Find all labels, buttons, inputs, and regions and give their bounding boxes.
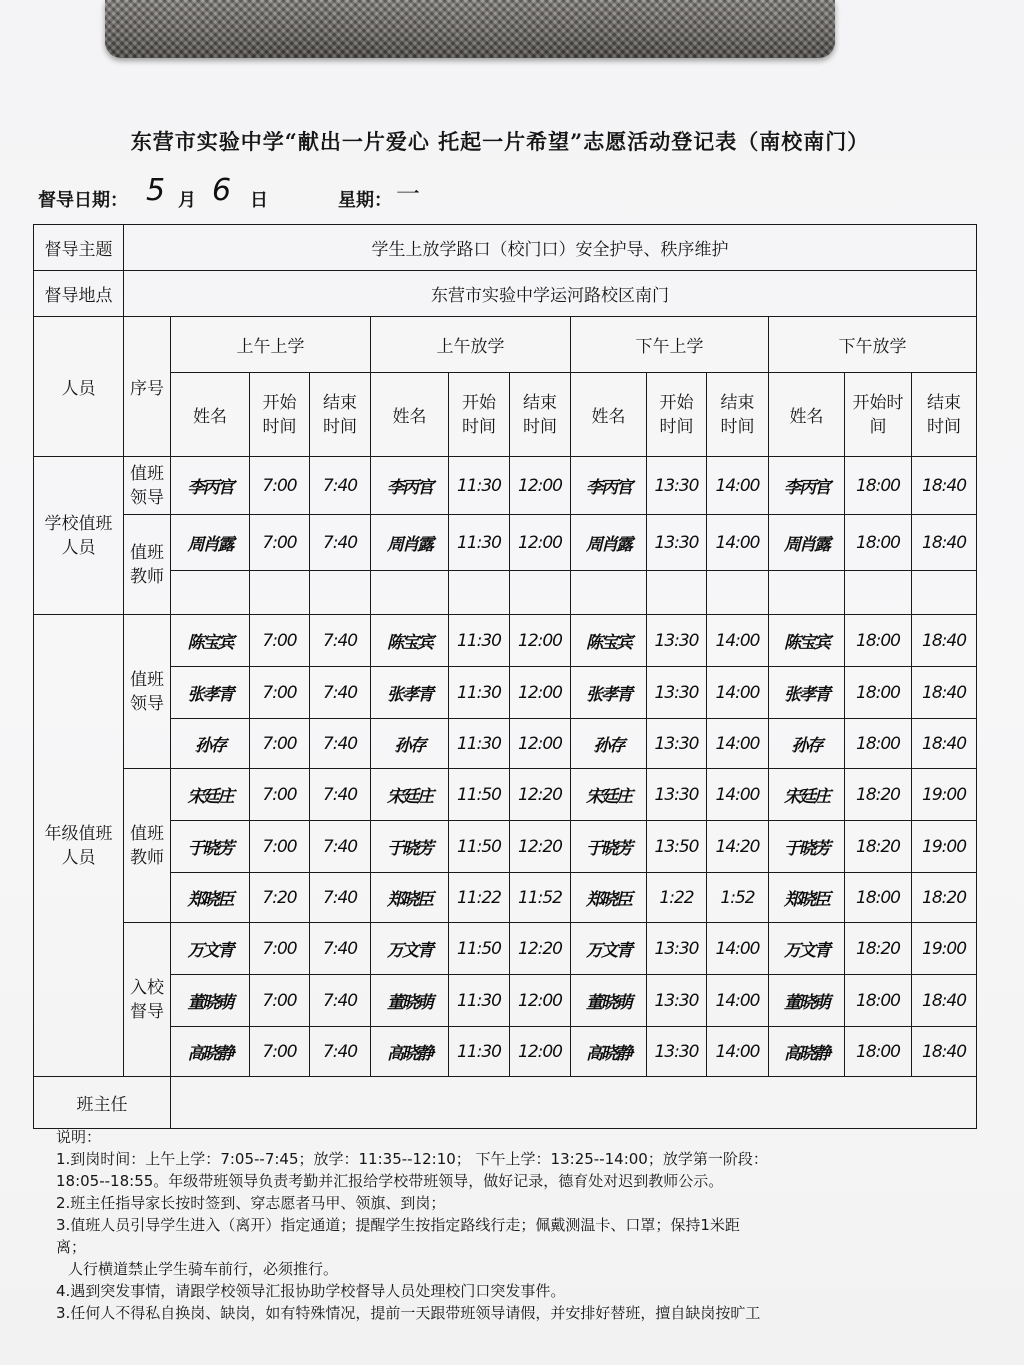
- volunteer-name-cell: 李丙官: [171, 457, 250, 515]
- start-time-cell: 18:20: [845, 821, 912, 873]
- weekday-value: 一: [396, 180, 420, 208]
- volunteer-name-cell: 郑晓臣: [769, 873, 845, 923]
- date-month: 5: [146, 173, 166, 208]
- volunteer-name-cell: 宋廷庄: [769, 769, 845, 821]
- end-time-cell: 1:52: [707, 873, 769, 923]
- start-time-cell: 13:30: [647, 923, 707, 975]
- end-time-cell: 19:00: [912, 769, 977, 821]
- date-day: 6: [212, 173, 232, 208]
- start-time-cell: 18:20: [845, 769, 912, 821]
- end-time-cell: 14:00: [707, 975, 769, 1027]
- volunteer-name-cell: 郑晓臣: [571, 873, 647, 923]
- end-time-cell: 12:20: [510, 821, 571, 873]
- start-time-cell: 11:30: [449, 515, 510, 571]
- end-time-cell: 12:00: [510, 515, 571, 571]
- location-row: [34, 271, 977, 317]
- end-time-cell: 18:40: [912, 1027, 977, 1077]
- session-morning-arrival: 上午上学: [171, 317, 371, 373]
- volunteer-name-cell: 孙存: [371, 719, 449, 769]
- volunteer-name-cell: 孙存: [769, 719, 845, 769]
- end-time-cell: 14:00: [707, 515, 769, 571]
- start-time-cell: 7:00: [250, 457, 310, 515]
- volunteer-name-cell: 孙存: [171, 719, 250, 769]
- end-time-header: 结束 时间: [707, 373, 769, 457]
- end-time-cell: 7:40: [310, 515, 371, 571]
- day-unit: 日: [250, 190, 268, 211]
- end-time-cell: 7:40: [310, 457, 371, 515]
- end-time-cell: 7:40: [310, 975, 371, 1027]
- start-time-cell: 7:00: [250, 615, 310, 667]
- end-time-cell: 14:00: [707, 769, 769, 821]
- volunteer-name-cell: 万文青: [171, 923, 250, 975]
- end-time-cell: 12:00: [510, 719, 571, 769]
- start-time-header: 开始 时间: [250, 373, 310, 457]
- start-time-cell: 7:00: [250, 821, 310, 873]
- start-time-cell: 18:00: [845, 515, 912, 571]
- volunteer-name-cell: 董晓萌: [769, 975, 845, 1027]
- clipboard-clip: [105, 0, 835, 58]
- start-time-cell: 13:30: [647, 457, 707, 515]
- form-title: 东营市实验中学“献出一片爱心 托起一片希望”志愿活动登记表（南校南门）: [130, 129, 870, 154]
- start-time-cell: 7:00: [250, 719, 310, 769]
- column-header-row: [34, 373, 977, 457]
- end-time-cell: 14:00: [707, 719, 769, 769]
- duty-teacher-label: 值班 教师: [124, 515, 171, 615]
- duty-leader-label: 值班 领导: [124, 457, 171, 515]
- start-time-cell: 18:00: [845, 615, 912, 667]
- start-time-header: 开始时 间: [845, 373, 912, 457]
- volunteer-name-cell: 万文青: [371, 923, 449, 975]
- grade-leader-label: 值班 领导: [124, 615, 171, 769]
- volunteer-name-cell: 高晓静: [769, 1027, 845, 1077]
- volunteer-name-cell: 宋廷庄: [171, 769, 250, 821]
- volunteer-name-cell: 万文青: [769, 923, 845, 975]
- end-time-cell: 12:20: [510, 769, 571, 821]
- volunteer-name-cell: 郑晓臣: [171, 873, 250, 923]
- grade-teacher-row: [34, 821, 977, 873]
- start-time-cell: 7:20: [250, 873, 310, 923]
- start-time-cell: 18:00: [845, 975, 912, 1027]
- start-time-cell: 7:00: [250, 769, 310, 821]
- end-time-cell: 7:40: [310, 615, 371, 667]
- start-time-cell: 18:00: [845, 457, 912, 515]
- end-time-cell: 12:00: [510, 1027, 571, 1077]
- school-teacher-row: [34, 515, 977, 571]
- location-value: 东营市实验中学运河路校区南门: [124, 271, 977, 317]
- start-time-cell: 18:00: [845, 873, 912, 923]
- volunteer-name-cell: 张孝青: [371, 667, 449, 719]
- volunteer-name-cell: 高晓静: [171, 1027, 250, 1077]
- volunteer-name-cell: 孙存: [571, 719, 647, 769]
- end-time-cell: 18:40: [912, 615, 977, 667]
- end-time-cell: 7:40: [310, 923, 371, 975]
- volunteer-name-cell: 董晓萌: [371, 975, 449, 1027]
- grade-leader-row: [34, 719, 977, 769]
- end-time-header: 结束 时间: [310, 373, 371, 457]
- volunteer-name-cell: 张孝青: [571, 667, 647, 719]
- end-time-cell: 11:52: [510, 873, 571, 923]
- volunteer-name-cell: 万文青: [571, 923, 647, 975]
- start-time-cell: 13:30: [647, 719, 707, 769]
- start-time-cell: 11:30: [449, 1027, 510, 1077]
- theme-row: [34, 225, 977, 271]
- start-time-cell: 11:50: [449, 923, 510, 975]
- grade-teacher-row: [34, 873, 977, 923]
- notes-heading: 说明：: [56, 1128, 102, 1146]
- entry-supervisor-row: [34, 975, 977, 1027]
- volunteer-name-cell: 周肖露: [769, 515, 845, 571]
- month-unit: 月: [178, 190, 196, 211]
- start-time-cell: 18:00: [845, 1027, 912, 1077]
- volunteer-name-cell: 张孝青: [769, 667, 845, 719]
- end-time-cell: 7:40: [310, 667, 371, 719]
- start-time-cell: 13:30: [647, 615, 707, 667]
- volunteer-name-cell: 郑晓臣: [371, 873, 449, 923]
- end-time-cell: 12:20: [510, 923, 571, 975]
- end-time-cell: 7:40: [310, 873, 371, 923]
- name-header: 姓名: [571, 373, 647, 457]
- start-time-cell: 7:00: [250, 975, 310, 1027]
- end-time-cell: 12:00: [510, 457, 571, 515]
- start-time-cell: 7:00: [250, 923, 310, 975]
- volunteer-name-cell: 李丙官: [769, 457, 845, 515]
- start-time-header: 开始 时间: [647, 373, 707, 457]
- volunteer-name-cell: 陈宝宾: [769, 615, 845, 667]
- end-time-cell: 14:00: [707, 923, 769, 975]
- end-time-cell: 14:00: [707, 615, 769, 667]
- note-line: 2.班主任指导家长按时签到、穿志愿者马甲、领旗、到岗；: [56, 1194, 446, 1212]
- volunteer-name-cell: 于晓芳: [769, 821, 845, 873]
- school-duty-group: 学校值班 人员: [34, 457, 124, 615]
- start-time-cell: 18:00: [845, 719, 912, 769]
- volunteer-name-cell: 李丙官: [571, 457, 647, 515]
- start-time-cell: 13:30: [647, 1027, 707, 1077]
- session-morning-dismissal: 上午放学: [371, 317, 571, 373]
- grade-duty-group: 年级值班 人员: [34, 615, 124, 1077]
- start-time-cell: 7:00: [250, 515, 310, 571]
- end-time-cell: 18:40: [912, 515, 977, 571]
- end-time-header: 结束 时间: [510, 373, 571, 457]
- theme-value: 学生上放学路口（校门口）安全护导、秩序维护: [124, 225, 977, 271]
- start-time-cell: 11:50: [449, 821, 510, 873]
- volunteer-name-cell: 董晓萌: [171, 975, 250, 1027]
- start-time-cell: 13:30: [647, 769, 707, 821]
- start-time-cell: 11:30: [449, 457, 510, 515]
- volunteer-name-cell: 于晓芳: [371, 821, 449, 873]
- head-teacher-row: [34, 1077, 977, 1129]
- note-line: 1.到岗时间：上午上学：7:05--7:45；放学：11:35--12:10； 下午上学：13:25--14:00；放学第一阶段：: [56, 1150, 768, 1168]
- note-line: 18:05--18:55。年级带班领导负责考勤并汇报给学校带班领导，做好记录，德育处对迟到教师公示。: [56, 1172, 724, 1190]
- volunteer-name-cell: 周肖露: [171, 515, 250, 571]
- school-empty-row: [34, 571, 977, 615]
- start-time-cell: 11:30: [449, 975, 510, 1027]
- end-time-cell: 7:40: [310, 1027, 371, 1077]
- end-time-cell: 18:40: [912, 719, 977, 769]
- volunteer-name-cell: 陈宝宾: [571, 615, 647, 667]
- start-time-cell: 11:30: [449, 719, 510, 769]
- seq-header: 序号: [124, 317, 171, 457]
- weekday-label: 星期：: [338, 190, 392, 211]
- end-time-cell: 18:40: [912, 457, 977, 515]
- start-time-cell: 11:22: [449, 873, 510, 923]
- start-time-cell: 11:30: [449, 667, 510, 719]
- head-teacher-label: 班主任: [34, 1077, 171, 1129]
- end-time-cell: 14:20: [707, 821, 769, 873]
- volunteer-name-cell: 周肖露: [571, 515, 647, 571]
- volunteer-name-cell: 李丙官: [371, 457, 449, 515]
- volunteer-name-cell: 董晓萌: [571, 975, 647, 1027]
- name-header: 姓名: [769, 373, 845, 457]
- volunteer-name-cell: 张孝青: [171, 667, 250, 719]
- personnel-header: 人员: [34, 317, 124, 457]
- entry-supervisor-row: [34, 923, 977, 975]
- start-time-cell: 11:50: [449, 769, 510, 821]
- start-time-cell: 13:30: [647, 667, 707, 719]
- volunteer-name-cell: 宋廷庄: [371, 769, 449, 821]
- head-teacher-value: [171, 1077, 977, 1129]
- end-time-cell: 19:00: [912, 923, 977, 975]
- end-time-cell: 14:00: [707, 457, 769, 515]
- start-time-cell: 18:00: [845, 667, 912, 719]
- note-line: 4.遇到突发事情，请跟学校领导汇报协助学校督导人员处理校门口突发事件。: [56, 1282, 566, 1300]
- grade-teacher-row: [34, 769, 977, 821]
- volunteer-name-cell: 周肖露: [371, 515, 449, 571]
- end-time-cell: 7:40: [310, 821, 371, 873]
- volunteer-name-cell: 于晓芳: [571, 821, 647, 873]
- volunteer-name-cell: 于晓芳: [171, 821, 250, 873]
- end-time-cell: 12:00: [510, 615, 571, 667]
- start-time-cell: 7:00: [250, 667, 310, 719]
- session-header-row: [34, 317, 977, 373]
- end-time-cell: 18:40: [912, 975, 977, 1027]
- start-time-cell: 13:50: [647, 821, 707, 873]
- registration-table: [33, 224, 977, 1129]
- session-afternoon-arrival: 下午上学: [571, 317, 769, 373]
- date-label: 督导日期：: [38, 190, 128, 211]
- theme-label: 督导主题: [34, 225, 124, 271]
- note-line: 3.任何人不得私自换岗、缺岗，如有特殊情况，提前一天跟带班领导请假，并安排好替班，擅自缺岗按旷工: [56, 1304, 761, 1322]
- notes-section: [56, 1126, 956, 1324]
- start-time-cell: 7:00: [250, 1027, 310, 1077]
- note-line: 3.值班人员引导学生进入（离开）指定通道；提醒学生按指定路线行走；佩戴测温卡、口罩；保持1米距: [56, 1216, 740, 1234]
- name-header: 姓名: [371, 373, 449, 457]
- end-time-cell: 7:40: [310, 719, 371, 769]
- volunteer-name-cell: 高晓静: [371, 1027, 449, 1077]
- end-time-cell: 12:00: [510, 667, 571, 719]
- end-time-cell: 14:00: [707, 667, 769, 719]
- start-time-cell: 18:20: [845, 923, 912, 975]
- grade-leader-row: [34, 615, 977, 667]
- location-label: 督导地点: [34, 271, 124, 317]
- session-afternoon-dismissal: 下午放学: [769, 317, 977, 373]
- volunteer-name-cell: 宋廷庄: [571, 769, 647, 821]
- volunteer-name-cell: 高晓静: [571, 1027, 647, 1077]
- entry-supervisor-label: 入校 督导: [124, 923, 171, 1077]
- end-time-cell: 19:00: [912, 821, 977, 873]
- school-leader-row: [34, 457, 977, 515]
- end-time-header: 结束 时间: [912, 373, 977, 457]
- grade-leader-row: [34, 667, 977, 719]
- end-time-cell: 14:00: [707, 1027, 769, 1077]
- end-time-cell: 12:00: [510, 975, 571, 1027]
- name-header: 姓名: [171, 373, 250, 457]
- start-time-cell: 13:30: [647, 975, 707, 1027]
- end-time-cell: 18:20: [912, 873, 977, 923]
- start-time-cell: 13:30: [647, 515, 707, 571]
- entry-supervisor-row: [34, 1027, 977, 1077]
- start-time-header: 开始 时间: [449, 373, 510, 457]
- note-line: 人行横道禁止学生骑车前行，必须推行。: [68, 1260, 339, 1278]
- grade-teacher-label: 值班 教师: [124, 769, 171, 923]
- note-line: 离；: [56, 1238, 87, 1256]
- volunteer-name-cell: 陈宝宾: [371, 615, 449, 667]
- end-time-cell: 7:40: [310, 769, 371, 821]
- start-time-cell: 1:22: [647, 873, 707, 923]
- end-time-cell: 18:40: [912, 667, 977, 719]
- volunteer-name-cell: 陈宝宾: [171, 615, 250, 667]
- start-time-cell: 11:30: [449, 615, 510, 667]
